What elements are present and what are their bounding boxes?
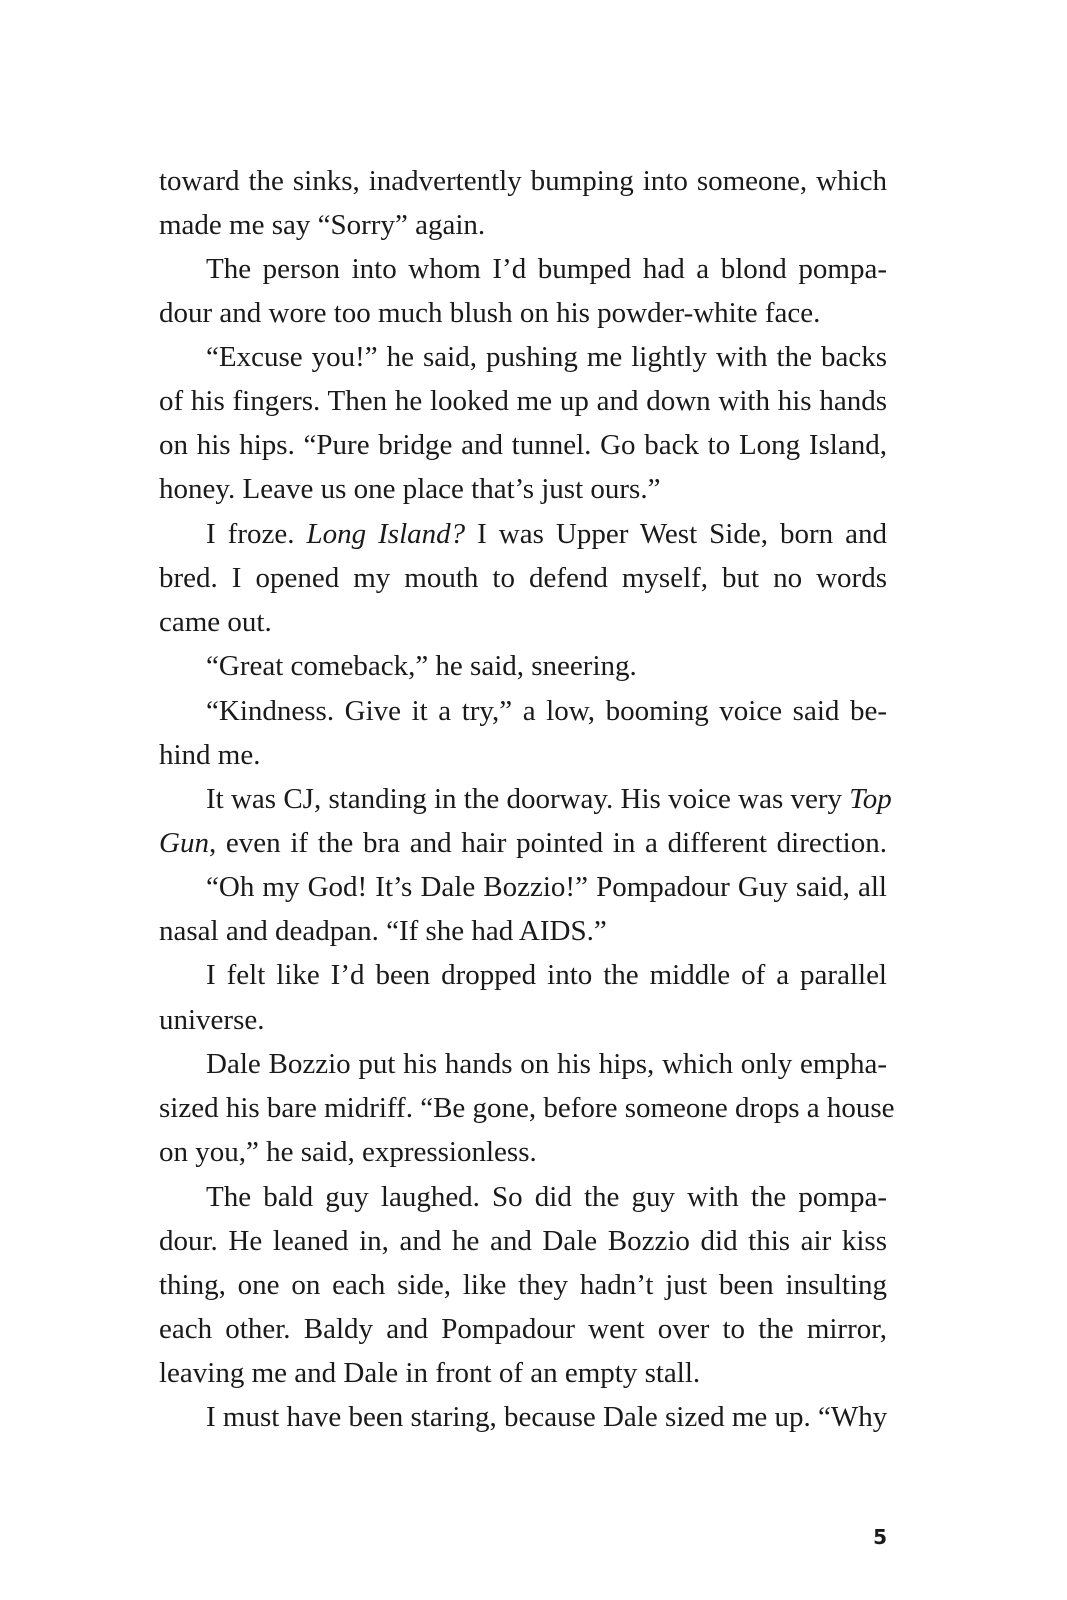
line-text: I was Upper West Side, born and	[465, 518, 887, 550]
italic-text: Gun	[159, 827, 209, 859]
line-text: of his fingers. Then he looked me up and down with his hands	[159, 385, 887, 417]
text-line	[159, 1351, 887, 1395]
text-line	[159, 777, 892, 821]
line-text: on you,” he said, expressionless.	[159, 1136, 537, 1168]
text-line	[159, 379, 887, 423]
text-line	[159, 1263, 887, 1307]
text-line	[159, 1395, 887, 1439]
line-text: I felt like I’d been dropped into the middle of a parallel	[206, 959, 887, 991]
line-text: The person into whom I’d bumped had a blond pompa-	[206, 253, 887, 285]
text-line	[159, 423, 887, 467]
line-text: I froze.	[206, 518, 307, 550]
text-line	[159, 909, 887, 953]
line-text: each other. Baldy and Pompadour went over to the mirror,	[159, 1313, 887, 1345]
text-line	[159, 600, 887, 644]
page-number: 5	[873, 1525, 887, 1549]
line-text: dour and wore too much blush on his powder-white face.	[159, 297, 821, 329]
text-line	[159, 733, 887, 777]
line-text: dour. He leaned in, and he and Dale Bozzio did this air kiss	[159, 1225, 887, 1257]
line-text: “Oh my God! It’s Dale Bozzio!” Pompadour Guy said, all	[206, 871, 887, 903]
line-text: The bald guy laughed. So did the guy with the pompa-	[206, 1181, 887, 1213]
line-text: hind me.	[159, 739, 261, 771]
text-line	[159, 865, 887, 909]
line-text: toward the sinks, inadvertently bumping into someone, which	[159, 165, 887, 197]
text-line	[159, 1130, 887, 1174]
line-text: honey. Leave us one place that’s just ours.”	[159, 473, 661, 505]
line-text: I must have been staring, because Dale sized me up. “Why	[206, 1401, 888, 1433]
line-text: , even if the bra and hair pointed in a different direction.	[208, 827, 887, 859]
line-text: “Kindness. Give it a try,” a low, booming voice said be-	[206, 695, 887, 727]
line-text: “Great comeback,” he said, sneering.	[206, 650, 637, 682]
text-line	[159, 998, 887, 1042]
line-text: thing, one on each side, like they hadn’t just been insulting	[159, 1269, 887, 1301]
text-line	[159, 159, 887, 203]
text-line	[159, 689, 887, 733]
line-text: sized his bare midriff. “Be gone, before someone drops a house	[159, 1092, 895, 1124]
line-text: universe.	[159, 1004, 265, 1036]
text-line	[159, 335, 887, 379]
text-line	[159, 821, 887, 865]
text-line	[159, 953, 887, 997]
line-text: Dale Bozzio put his hands on his hips, which only empha-	[206, 1048, 887, 1080]
text-line	[159, 556, 887, 600]
line-text: came out.	[159, 606, 272, 638]
line-text: “Excuse you!” he said, pushing me lightly with the backs	[206, 341, 887, 373]
line-text: nasal and deadpan. “If she had AIDS.”	[159, 915, 607, 947]
text-line	[159, 467, 887, 511]
line-text: bred. I opened my mouth to defend myself, but no words	[159, 562, 887, 594]
text-line	[159, 1175, 887, 1219]
text-line	[159, 1086, 895, 1130]
text-line	[159, 644, 887, 688]
text-line	[159, 1042, 887, 1086]
line-text: on his hips. “Pure bridge and tunnel. Go back to Long Island,	[159, 429, 887, 461]
text-line	[159, 512, 887, 556]
line-text: leaving me and Dale in front of an empty stall.	[159, 1357, 701, 1389]
line-text: It was CJ, standing in the doorway. His voice was very	[206, 783, 850, 815]
italic-text: Top	[849, 783, 892, 815]
text-line	[159, 1219, 887, 1263]
italic-text: Long Island?	[306, 518, 466, 550]
text-line	[159, 203, 887, 247]
line-text: made me say “Sorry” again.	[159, 209, 486, 241]
text-line	[159, 291, 887, 335]
text-line	[159, 247, 887, 291]
text-line	[159, 1307, 887, 1351]
